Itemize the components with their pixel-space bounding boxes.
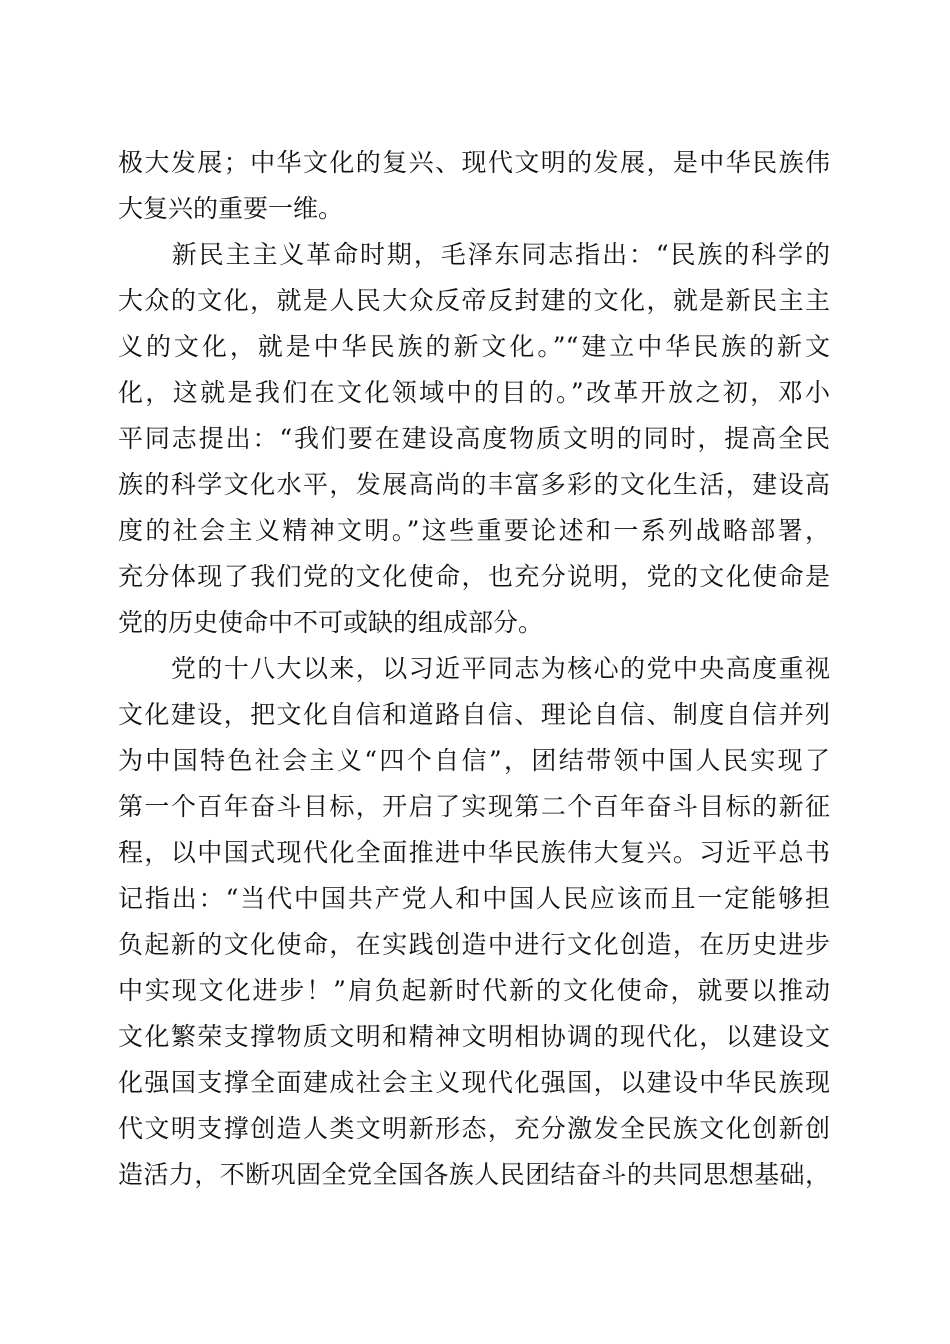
text-line: 为中国特色社会主义“四个自信”，团结带领中国人民实现了 [118,746,830,775]
text-line: 充分体现了我们党的文化使命，也充分说明，党的文化使命是 [118,562,830,591]
text-line: 化强国支撑全面建成社会主义现代化强国，以建设中华民族现 [118,1068,830,1097]
text-line: 极大发展；中华文化的复兴、现代文明的发展，是中华民族伟 [118,148,830,177]
text-line: 文化建设，把文化自信和道路自信、理论自信、制度自信并列 [118,700,830,729]
text-line: 大复兴的重要一维。 [118,194,344,223]
text-line: 族的科学文化水平，发展高尚的丰富多彩的文化生活，建设高 [118,470,830,499]
text-line: 中实现文化进步！”肩负起新时代新的文化使命，就要以推动 [118,976,830,1005]
text-line: 义的文化，就是中华民族的新文化。”“建立中华民族的新文 [118,332,830,361]
text-line: 党的历史使命中不可或缺的组成部分。 [118,608,544,637]
text-line: 造活力，不断巩固全党全国各族人民团结奋斗的共同思想基础， [118,1160,830,1189]
text-line: 党的十八大以来，以习近平同志为核心的党中央高度重视 [118,654,830,683]
text-line: 第一个百年奋斗目标，开启了实现第二个百年奋斗目标的新征 [118,792,830,821]
text-line: 负起新的文化使命，在实践创造中进行文化创造，在历史进步 [118,930,830,959]
text-line: 大众的文化，就是人民大众反帝反封建的文化，就是新民主主 [118,286,830,315]
text-line: 新民主主义革命时期，毛泽东同志指出：“民族的科学的 [118,240,830,269]
text-line: 化，这就是我们在文化领域中的目的。”改革开放之初，邓小 [118,378,830,407]
text-line: 程，以中国式现代化全面推进中华民族伟大复兴。习近平总书 [118,838,830,867]
text-line: 记指出：“当代中国共产党人和中国人民应该而且一定能够担 [118,884,830,913]
text-line: 平同志提出：“我们要在建设高度物质文明的同时，提高全民 [118,424,830,453]
text-line: 代文明支撑创造人类文明新形态，充分激发全民族文化创新创 [118,1114,830,1143]
text-line: 文化繁荣支撑物质文明和精神文明相协调的现代化，以建设文 [118,1022,830,1051]
text-line: 度的社会主义精神文明。”这些重要论述和一系列战略部署， [118,516,830,545]
